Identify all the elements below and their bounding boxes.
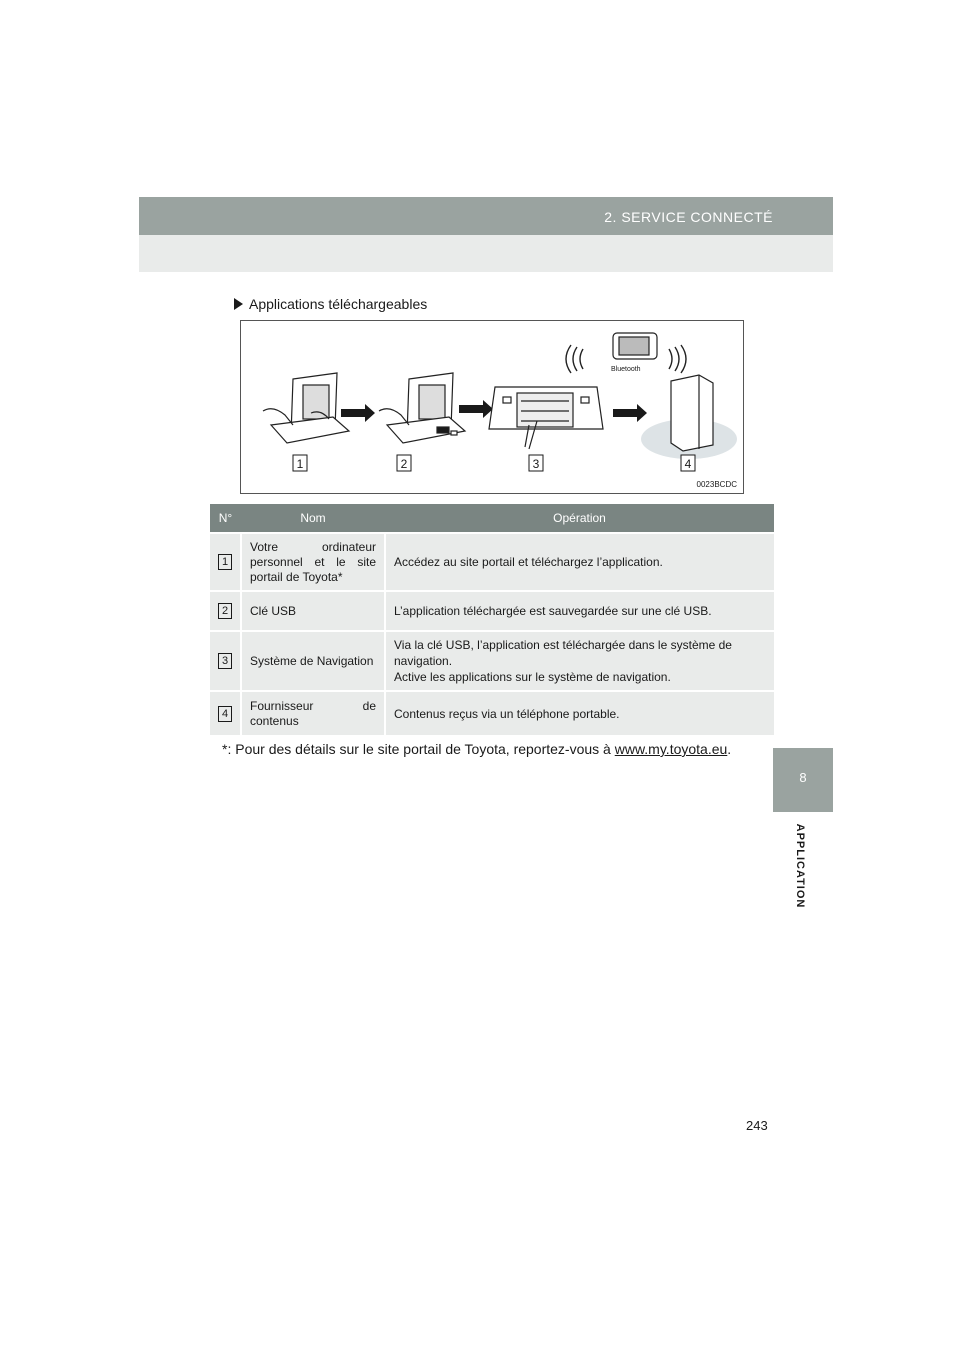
footnote-end: .	[727, 741, 732, 757]
chapter-number: 8	[799, 770, 807, 785]
chapter-tab[interactable]	[773, 748, 833, 812]
row-number-cell	[210, 631, 241, 691]
row-operation: Accédez au site portail et téléchargez l’application.	[385, 533, 774, 591]
row-number: 2	[218, 603, 232, 619]
table-row	[210, 533, 774, 591]
navigation-unit-icon	[489, 387, 603, 449]
illustration-code: 0023BCDC	[696, 480, 737, 489]
page-number: 243	[746, 1118, 768, 1133]
table-row	[210, 591, 774, 631]
row-number-cell	[210, 533, 241, 591]
table-row	[210, 691, 774, 735]
row-number: 3	[218, 653, 232, 669]
operations-table	[210, 504, 774, 735]
illustration	[240, 320, 744, 494]
chapter-side-label-text: APPLICATION	[794, 823, 806, 908]
row-operation	[385, 631, 774, 691]
step-label: 3	[532, 457, 540, 471]
triangle-bullet-icon	[234, 298, 243, 310]
toyota-portal-link[interactable]: www.my.toyota.eu	[614, 741, 728, 757]
row-operation: L’application téléchargée est sauvegardée sur une clé USB.	[385, 591, 774, 631]
laptop-usb-icon	[379, 373, 465, 443]
arrow-icon	[341, 404, 375, 422]
step-label: 2	[400, 457, 408, 471]
row-operation: Contenus reçus via un téléphone portable.	[385, 691, 774, 735]
column-header-name: Nom	[241, 504, 385, 533]
arrow-icon	[613, 404, 647, 422]
laptop-icon	[263, 373, 349, 443]
section-header-band	[139, 197, 833, 235]
step-label: 4	[684, 457, 692, 471]
chapter-side-label	[790, 818, 810, 913]
illustration-drawing	[241, 321, 743, 493]
row-number: 4	[218, 706, 232, 722]
smartphone-icon	[613, 333, 657, 359]
footnote	[222, 741, 731, 757]
section-heading	[234, 296, 427, 312]
building-icon	[641, 375, 737, 459]
table-row	[210, 631, 774, 691]
chapter-title: 2. SERVICE CONNECTÉ	[604, 209, 773, 225]
section-heading-text: Applications téléchargeables	[249, 296, 428, 312]
row-name: Votre ordinateur personnel et le site portail de Toyota*	[241, 533, 385, 591]
bluetooth-label: Bluetooth	[611, 366, 641, 373]
row-name: Système de Navigation	[241, 631, 385, 691]
row-number: 1	[218, 554, 232, 570]
row-name: Clé USB	[241, 591, 385, 631]
arrow-icon	[459, 400, 493, 418]
table-header-row	[210, 504, 774, 533]
column-header-number: N°	[210, 504, 241, 533]
row-operation-line: Active les applications sur le système de navigation.	[394, 670, 671, 684]
column-header-operation: Opération	[385, 504, 774, 533]
row-name: Fournisseur de contenus	[241, 691, 385, 735]
header-subband	[139, 235, 833, 272]
row-number-cell	[210, 691, 241, 735]
row-operation-line: Via la clé USB, l’application est téléchargée dans le système de navigation.	[394, 638, 732, 668]
step-label: 1	[296, 457, 304, 471]
footnote-text: *: Pour des détails sur le site portail de Toyota, reportez-vous à	[222, 741, 615, 757]
row-number-cell	[210, 591, 241, 631]
